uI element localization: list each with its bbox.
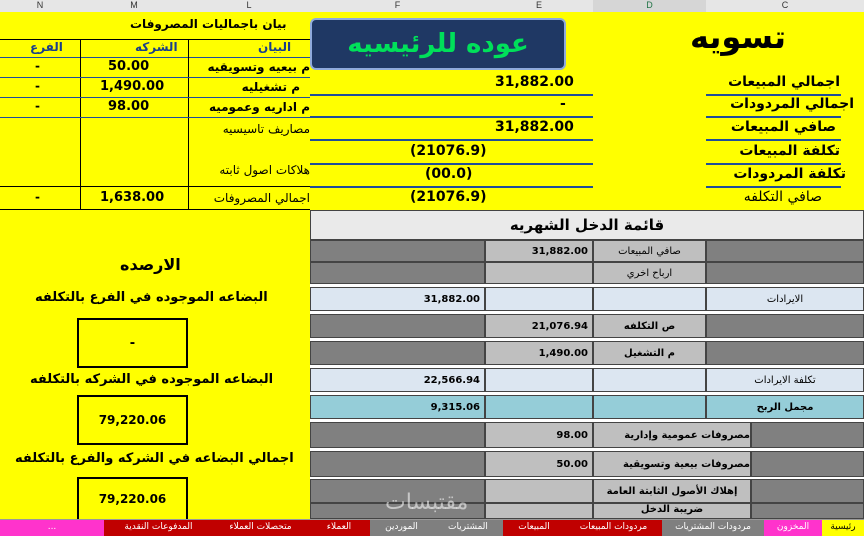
income-statement-title: قائمة الدخل الشهريه xyxy=(310,210,864,240)
settlement-label: تكلفة المردودات xyxy=(733,166,846,182)
expense-row xyxy=(0,98,310,117)
watermark: مقتبسات xyxy=(385,490,469,515)
expense-row xyxy=(0,78,310,97)
cell xyxy=(593,287,706,311)
cell xyxy=(310,240,485,262)
other-income-label: ارباح اخري xyxy=(593,262,706,284)
page-title: تسويه xyxy=(690,18,787,56)
cell xyxy=(310,262,485,284)
expense-row-total xyxy=(0,187,310,209)
statement-label: م بيعيه وتسويقيه xyxy=(207,60,310,74)
expense-row xyxy=(0,58,310,77)
cell xyxy=(751,422,864,448)
settlement-value: (00.0) xyxy=(425,166,473,182)
sheet-tab[interactable]: العملاء xyxy=(308,520,370,536)
branch-goods-value: - xyxy=(129,335,136,351)
revenue-cost-value: 22,566.94 xyxy=(310,368,485,392)
statement-label: هلاكات اصول ثابته xyxy=(219,163,310,177)
statement-label: مصاريف تاسيسيه xyxy=(222,122,310,136)
divider xyxy=(310,186,593,188)
admin-exp-label: مصروفات عمومية وإدارية xyxy=(593,422,751,448)
statement-label: م تشغيليه xyxy=(241,80,300,94)
sheet-tab[interactable]: المدفوعات النقدية xyxy=(104,520,213,536)
column-header-c[interactable]: C xyxy=(706,0,864,13)
selling-exp-label: مصروفات بيعية وتسويقية xyxy=(593,451,751,477)
home-button[interactable] xyxy=(310,18,566,70)
total-goods-value: 79,220.06 xyxy=(98,492,167,506)
company-value: 1,638.00 xyxy=(100,190,165,205)
company-goods-value: 79,220.06 xyxy=(98,413,167,427)
total-goods-label: اجمالي البضاعه في الشركه والفرع بالتكلفه xyxy=(15,451,294,466)
column-header-l[interactable]: L xyxy=(188,0,311,13)
settlement-table xyxy=(310,72,864,210)
divider xyxy=(310,139,593,141)
sheet-tab[interactable]: المشتريات xyxy=(433,520,503,536)
sheet-tab[interactable]: الموردين xyxy=(370,520,433,536)
home-button-label: عوده للرئيسيه xyxy=(347,29,529,59)
branch-value: - xyxy=(35,99,40,113)
cell xyxy=(593,368,706,392)
company-value: 50.00 xyxy=(108,59,150,74)
expense-row xyxy=(0,163,310,185)
operating-value: 1,490.00 xyxy=(485,341,593,365)
settlement-label: تكلفة المبيعات xyxy=(739,143,840,159)
settlement-value: (21076.9) xyxy=(410,143,487,159)
net-cost-value: 21,076.94 xyxy=(485,314,593,338)
settlement-label: اجمالي المبيعات xyxy=(728,74,840,90)
divider xyxy=(706,186,841,188)
column-header-f[interactable]: F xyxy=(310,0,486,13)
company-goods-label: البضاعه الموجوده في الشركه بالتكلفه xyxy=(30,372,274,387)
header-statement: البيان xyxy=(258,40,292,54)
cell xyxy=(593,395,706,419)
settlement-value: - xyxy=(560,96,566,112)
cell xyxy=(706,341,864,365)
branch-goods-box xyxy=(77,318,188,368)
revenues-label: الايرادات xyxy=(706,287,864,311)
cell xyxy=(706,262,864,284)
cell xyxy=(310,341,485,365)
operating-label: م التشغيل xyxy=(593,341,706,365)
column-header-n[interactable]: N xyxy=(0,0,81,13)
net-cost-label: ص التكلفه xyxy=(593,314,706,338)
cell xyxy=(751,479,864,503)
sheet-tab[interactable]: رئيسية xyxy=(822,520,864,536)
statement-label: م اداريه وعموميه xyxy=(208,100,310,114)
cell xyxy=(485,287,593,311)
settlement-label: صافي التكلفه xyxy=(743,189,822,205)
cell xyxy=(485,479,593,503)
settlement-value: 31,882.00 xyxy=(495,74,574,90)
statement-label: اجمالي المصروفات xyxy=(213,191,310,205)
settlement-value: (21076.9) xyxy=(410,189,487,205)
divider xyxy=(0,117,310,118)
cell xyxy=(310,314,485,338)
admin-exp-value: 98.00 xyxy=(485,422,593,448)
header-branch: الفرع xyxy=(30,40,63,54)
sheet-tab[interactable]: مردودات المشتريات xyxy=(662,520,764,536)
divider xyxy=(310,94,593,96)
gross-profit-label: مجمل الربح xyxy=(706,395,864,419)
cell xyxy=(751,503,864,519)
settlement-value: 31,882.00 xyxy=(495,119,574,135)
revenues-value: 31,882.00 xyxy=(310,287,485,311)
cell xyxy=(310,451,485,477)
total-goods-box xyxy=(77,477,188,519)
company-goods-box xyxy=(77,395,188,445)
sheet-tabs-bar xyxy=(0,519,864,536)
sheet-tab[interactable]: مردودات المبيعات xyxy=(565,520,662,536)
cell xyxy=(751,451,864,477)
column-header-e[interactable]: E xyxy=(485,0,594,13)
sheet-tab[interactable]: المخزون xyxy=(764,520,822,536)
company-value: 1,490.00 xyxy=(100,79,165,94)
divider xyxy=(310,163,593,165)
company-value: 98.00 xyxy=(108,99,150,114)
divider xyxy=(706,139,841,141)
settlement-label: صافي المبيعات xyxy=(730,119,836,135)
cell xyxy=(485,368,593,392)
divider xyxy=(706,116,841,118)
balances-title: الارصده xyxy=(120,255,181,274)
sheet-tab[interactable]: ... xyxy=(0,520,104,536)
cell xyxy=(485,395,593,419)
cell xyxy=(310,422,485,448)
net-sales-label: صافي المبيعات xyxy=(593,240,706,262)
branch-value: - xyxy=(35,59,40,73)
branch-goods-label: البضاعه الموجوده في الفرع بالتكلفه xyxy=(35,290,268,305)
cell xyxy=(706,240,864,262)
selling-exp-value: 50.00 xyxy=(485,451,593,477)
divider xyxy=(310,116,593,118)
cell xyxy=(485,503,593,519)
divider xyxy=(706,163,841,165)
expenses-table-title: بيان باجماليات المصروفات xyxy=(130,17,287,31)
settlement-label: اجمالي المردودات xyxy=(730,96,854,112)
tax-label: ضريبة الدخل xyxy=(593,503,751,519)
branch-value: - xyxy=(35,79,40,93)
branch-value: - xyxy=(35,190,40,204)
revenue-cost-label: تكلفة الايرادات xyxy=(706,368,864,392)
net-sales-value: 31,882.00 xyxy=(485,240,593,262)
header-company: الشركه xyxy=(135,40,178,54)
cell xyxy=(485,262,593,284)
gross-profit-value: 9,315.06 xyxy=(310,395,485,419)
cell xyxy=(706,314,864,338)
expense-row xyxy=(0,120,310,142)
divider xyxy=(0,209,310,210)
sheet-tab[interactable]: المبيعات xyxy=(503,520,565,536)
sheet-tab[interactable]: متحصلات العملاء xyxy=(213,520,308,536)
column-header-d[interactable]: D xyxy=(593,0,707,14)
depreciation-label: إهلاك الأصول الثابتة العامة xyxy=(593,479,751,503)
column-header-m[interactable]: M xyxy=(80,0,189,13)
